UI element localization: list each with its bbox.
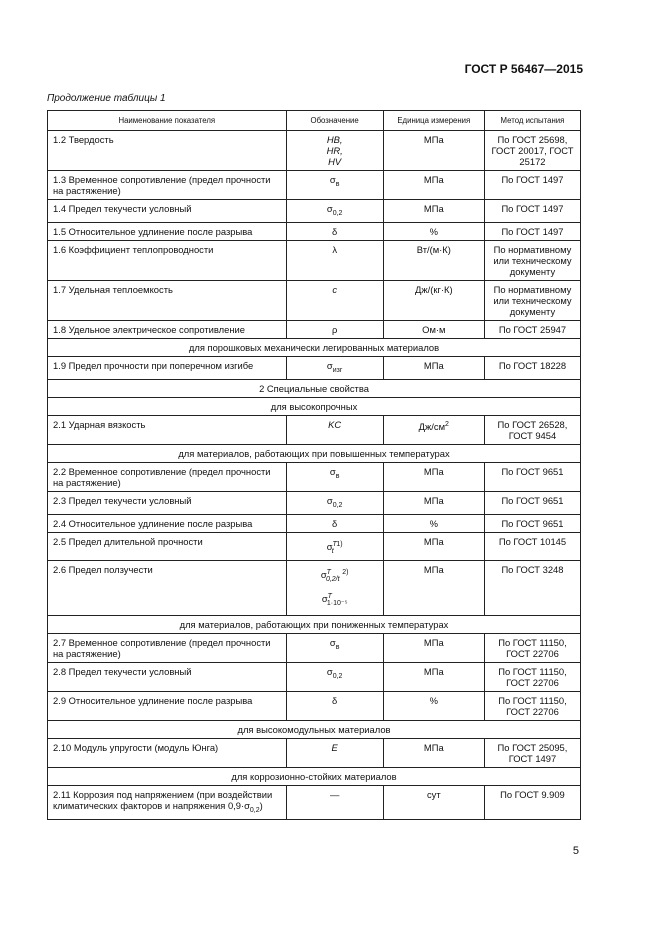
row-method: По ГОСТ 18228 <box>484 356 580 379</box>
row-unit: % <box>383 691 484 720</box>
properties-table <box>47 110 581 820</box>
table-row <box>48 415 581 444</box>
section-row <box>48 720 581 738</box>
row-name: 2.9 Относительное удлинение после разрыва <box>48 691 287 720</box>
row-unit: МПа <box>383 200 484 223</box>
table-row <box>48 356 581 379</box>
row-symbol: $\sigma_{изг}$ <box>286 356 383 379</box>
table-row <box>48 240 581 280</box>
row-name: 2.5 Предел длительной прочности <box>48 532 287 560</box>
table-header-row <box>48 111 581 131</box>
row-symbol: HB, HR, HV <box>286 131 383 171</box>
row-unit: МПа <box>383 131 484 171</box>
row-name: 1.9 Предел прочности при поперечном изгибе <box>48 356 287 379</box>
row-name: 2.11 Коррозия под напряжением (при воздействии климатических факторов и напряжения $0,9\cdot\sigma_{0,2}$) <box>48 785 287 819</box>
row-unit: % <box>383 222 484 240</box>
row-name: 1.3 Временное сопротивление (предел прочности на растяжение) <box>48 171 287 200</box>
row-unit: Вт/(м·К) <box>383 240 484 280</box>
section-row <box>48 444 581 462</box>
column-header-unit: Единица измерения <box>383 111 484 131</box>
row-method: По нормативному или техническому документу <box>484 280 580 320</box>
column-header-method: Метод испытания <box>484 111 580 131</box>
row-name: 2.8 Предел текучести условный <box>48 662 287 691</box>
row-symbol: $\sigma^T_{0,2/t}$ $^{2)}$ $\sigma^T_{1\cdot 10^{-5}}$ <box>286 560 383 615</box>
row-symbol: $\sigma_{0,2}$ <box>286 662 383 691</box>
table-row <box>48 560 581 615</box>
row-name: 1.2 Твердость <box>48 131 287 171</box>
row-name: 2.10 Модуль упругости (модуль Юнга) <box>48 738 287 767</box>
row-method: По ГОСТ 9651 <box>484 462 580 491</box>
row-name: 1.4 Предел текучести условный <box>48 200 287 223</box>
section-label: для материалов, работающих при пониженных температурах <box>48 615 581 633</box>
row-unit: МПа <box>383 462 484 491</box>
row-method: По ГОСТ 9651 <box>484 491 580 514</box>
section-label: для материалов, работающих при повышенных температурах <box>48 444 581 462</box>
row-method: По ГОСТ 3248 <box>484 560 580 615</box>
table-row <box>48 171 581 200</box>
table-row <box>48 662 581 691</box>
section-row <box>48 379 581 397</box>
row-symbol: δ <box>286 691 383 720</box>
table-row <box>48 491 581 514</box>
row-method: По ГОСТ 1497 <box>484 200 580 223</box>
row-method: По ГОСТ 1497 <box>484 222 580 240</box>
row-method: По ГОСТ 9651 <box>484 514 580 532</box>
section-row <box>48 615 581 633</box>
table-row <box>48 785 581 819</box>
row-method: По нормативному или техническому документу <box>484 240 580 280</box>
row-method: По ГОСТ 1497 <box>484 171 580 200</box>
row-name: 1.7 Удельная теплоемкость <box>48 280 287 320</box>
row-name: 1.8 Удельное электрическое сопротивление <box>48 320 287 338</box>
table-row <box>48 514 581 532</box>
row-name: 2.7 Временное сопротивление (предел прочности на растяжение) <box>48 633 287 662</box>
row-symbol: KC <box>286 415 383 444</box>
table-row <box>48 532 581 560</box>
row-method: По ГОСТ 26528, ГОСТ 9454 <box>484 415 580 444</box>
row-method: По ГОСТ 25095, ГОСТ 1497 <box>484 738 580 767</box>
table-caption: Продолжение таблицы 1 <box>47 93 166 104</box>
row-name: 2.6 Предел ползучести <box>48 560 287 615</box>
section-label: для высокопрочных <box>48 397 581 415</box>
row-symbol: $\sigma_{0,2}$ <box>286 491 383 514</box>
row-unit: % <box>383 514 484 532</box>
row-unit: МПа <box>383 532 484 560</box>
row-unit: МПа <box>383 738 484 767</box>
table-row <box>48 462 581 491</box>
table-row <box>48 738 581 767</box>
row-method: По ГОСТ 11150, ГОСТ 22706 <box>484 662 580 691</box>
row-method: По ГОСТ 11150, ГОСТ 22706 <box>484 691 580 720</box>
row-method: По ГОСТ 9.909 <box>484 785 580 819</box>
row-unit: МПа <box>383 560 484 615</box>
column-header-name: Наименование показателя <box>48 111 287 131</box>
row-name: 2.2 Временное сопротивление (предел прочности на растяжение) <box>48 462 287 491</box>
row-symbol: E <box>286 738 383 767</box>
section-label: для порошковых механически легированных материалов <box>48 338 581 356</box>
table-row <box>48 280 581 320</box>
table-row <box>48 131 581 171</box>
row-name: 1.5 Относительное удлинение после разрыва <box>48 222 287 240</box>
section-row <box>48 397 581 415</box>
table-row <box>48 633 581 662</box>
row-symbol: δ <box>286 514 383 532</box>
row-symbol: $\sigma_{0,2}$ <box>286 200 383 223</box>
row-name: 2.4 Относительное удлинение после разрыва <box>48 514 287 532</box>
table-row <box>48 320 581 338</box>
row-symbol: $\sigma_в$ <box>286 462 383 491</box>
table-row <box>48 222 581 240</box>
row-method: По ГОСТ 25698, ГОСТ 20017, ГОСТ 25172 <box>484 131 580 171</box>
row-unit: Дж/(кг·К) <box>383 280 484 320</box>
page-number: 5 <box>572 845 579 857</box>
row-method: По ГОСТ 10145 <box>484 532 580 560</box>
row-method: По ГОСТ 25947 <box>484 320 580 338</box>
document-header: ГОСТ Р 56467—2015 <box>464 62 583 76</box>
row-unit: МПа <box>383 356 484 379</box>
section-label: для коррозионно-стойких материалов <box>48 767 581 785</box>
row-symbol: $\sigma_в$ <box>286 633 383 662</box>
section-row <box>48 338 581 356</box>
row-symbol: — <box>286 785 383 819</box>
row-symbol: c <box>286 280 383 320</box>
row-name: 2.3 Предел текучести условный <box>48 491 287 514</box>
row-method: По ГОСТ 11150, ГОСТ 22706 <box>484 633 580 662</box>
section-label: 2 Специальные свойства <box>48 379 581 397</box>
section-label: для высокомодульных материалов <box>48 720 581 738</box>
row-name: 1.6 Коэффициент теплопроводности <box>48 240 287 280</box>
row-symbol: λ <box>286 240 383 280</box>
row-symbol: ρ <box>286 320 383 338</box>
row-unit: сут <box>383 785 484 819</box>
row-unit: $Дж/см^2$ <box>383 415 484 444</box>
table-row <box>48 200 581 223</box>
row-name: 2.1 Ударная вязкость <box>48 415 287 444</box>
row-unit: Ом·м <box>383 320 484 338</box>
row-symbol: δ <box>286 222 383 240</box>
row-unit: МПа <box>383 633 484 662</box>
column-header-symbol: Обозначение <box>286 111 383 131</box>
row-symbol: $\sigma^T_t$ $^{1)}$ <box>286 532 383 560</box>
row-symbol: $\sigma_в$ <box>286 171 383 200</box>
row-unit: МПа <box>383 491 484 514</box>
row-unit: МПа <box>383 171 484 200</box>
table-row <box>48 691 581 720</box>
section-row <box>48 767 581 785</box>
row-unit: МПа <box>383 662 484 691</box>
